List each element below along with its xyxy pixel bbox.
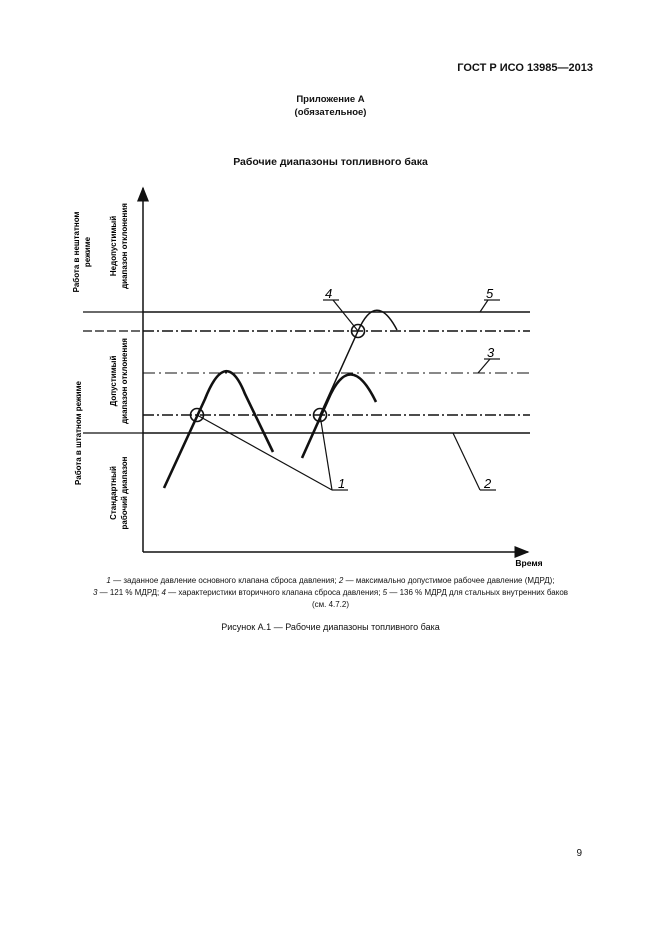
annex-title: Приложение А [296,94,365,105]
zone-label-permissible-line2: диапазон отклонения [120,338,129,424]
leader-3 [478,359,490,373]
legend-marker-3: 3 [92,588,98,597]
annex-subtitle: (обязательное) [294,107,367,118]
leader-5 [480,300,488,312]
zone-label-permissible-line1: Допустимый [109,355,118,407]
x-axis-label: Время [515,558,543,568]
marker-4: 4 [325,286,333,301]
legend-reference: (см. 4.7.2) [311,600,350,609]
legend-marker-1: 1 [106,576,111,585]
zone-label-abnormal-mode-line1: Работа в нештатном [72,211,81,293]
legend-text-2: — максимально допустимое рабочее давление (МДРД); [343,576,555,585]
pressure-curve-secondary-valve [320,310,397,415]
legend-marker-2: 2 [338,576,344,585]
legend-text-5: — 136 % МДРД для стальных внутренних баков [387,588,569,597]
zone-label-standard-line2: рабочий диапазон [120,456,129,530]
legend-line-1 [40,575,621,587]
document-header: ГОСТ Р ИСО 13985—2013 [457,62,593,74]
leader-2 [453,433,480,490]
page-number: 9 [576,848,582,859]
marker-5: 5 [486,286,494,301]
legend-marker-4: 4 [161,588,166,597]
figure-caption: Рисунок А.1 — Рабочие диапазоны топливного бака [221,622,440,632]
legend-text-1: — заданное давление основного клапана сброса давления; [110,576,339,585]
pressure-curve-first [164,371,273,488]
leader-1b [320,415,332,490]
zone-label-standard-line1: Стандартный [109,466,118,520]
legend-text-3: — 121 % МДРД; [97,588,162,597]
marker-2: 2 [484,476,492,491]
legend-line-2 [40,587,621,599]
marker-1: 1 [338,476,346,491]
figure-legend [40,575,621,611]
zone-label-unacceptable-line1: Недопустимый [109,215,118,277]
figure-title: Рабочие диапазоны топливного бака [233,156,428,168]
leader-1a [197,415,332,490]
zone-label-abnormal-mode-line2: режиме [83,236,92,268]
marker-3: 3 [487,345,495,360]
zone-label-normal-mode: Работа в штатном режиме [74,381,83,485]
legend-text-4: — характеристики вторичного клапана сброса давления; [165,588,383,597]
leader-4 [333,300,358,331]
legend-marker-5: 5 [382,588,388,597]
zone-label-unacceptable-line2: диапазон отклонения [120,203,129,289]
